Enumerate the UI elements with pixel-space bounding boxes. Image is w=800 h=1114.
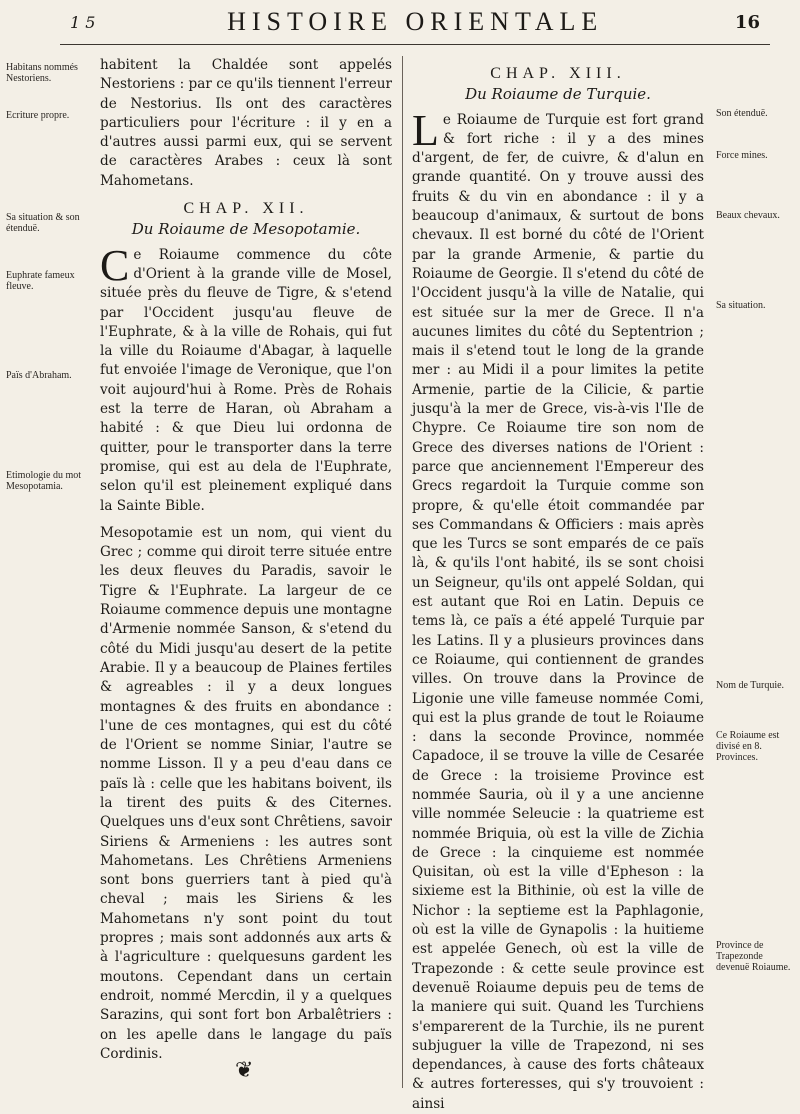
right-column (412, 56, 704, 1112)
chapter-label: CHAP. XII. (183, 200, 309, 218)
margin-note: Force mines. (716, 150, 768, 161)
running-header (70, 4, 760, 40)
ornament-icon: ❦ (235, 1058, 254, 1083)
running-title: HISTOIRE ORIENTALE (227, 7, 604, 36)
chapter-label: CHAP. XIII. (490, 65, 626, 82)
margin-note: Nom de Turquie. (716, 680, 785, 691)
chapter-title: Du Roiaume de Mesopotamie. (131, 220, 361, 239)
right-page-number: 16 (734, 11, 760, 33)
paragraph-text: e Roiaume de Turquie est fort grand & fort riche : il y a des mines d'argent, de fer, de cuivre, & d'alun en grande quantité. On y trouve aussi des fruits & du vin en abondance : il y a beaucoup d'animaux, & surtout de bons chevaux. Il est borné du côté de l'Orient par la grande Armenie, & partie du Roiaume de Georgie. Il s'etend du côté de l'Occident jusqu'à la ville de Natalie, qui est située sur la mer de Grece. Il n'a aucunes limites du côté du Septentrion ; mais il s'etend tout le long de la grande mer : au Midi il a pour limites la petite Armenie, partie de la Cilicie, & partie jusqu'à la mer de Grece, vis-à-vis l'Ile de Chypre. Ce Roiaume tire son nom de Grece des diverses nations de l'Orient : parce que anciennement l'Empereur des Grecs regardoit la Turquie comme son propre, & qu'elle étoit commandée par ses Commandans & Officiers : mais après que les Turcs se sont emparés de ce païs là, & qu'ils l'ont habité, ils se sont choisi un Seigneur, qu'ils ont appelé Soldan, qui est autant que Roi en Latin. Depuis ce tems là, ce païs a été appelé Turquie par les Latins. Il y a plusieurs provinces dans ce Roiaume, qui contiennent de grandes villes. On trouve dans la Province de Ligonie une ville fameuse nommée Comi, qui est la plus grande de tout le Roiaume : dans la seconde Province, nommée Capadoce, il se trouve la ville de Cesarée de Grece : la troisieme Province est nommée Sauria, où il y a une ancienne ville nommée Seleucie : la quatrieme est nommée Briquia, où est la ville de Zichia de Grece : la cinquieme est nommée Quisitan, où est la ville d'Epheson : la sixieme est la Bithinie, où est la ville de Nichor : la septieme est la Paphlagonie, où est la ville de Gynapolis : la huitieme est appelée Genech, où est la ville de Trapezonde : & cette seule province est devenuë Roiaume depuis peu de tems de la maniere qui suit. Quand les Turchiens s'emparerent de la Turchie, ils ne purent subjuguer la ville de Trapezond, ni ses dependances, à cause des forts châteaux & autres forteresses, qui s'y trouvoient : ainsi (412, 111, 704, 1112)
margin-note: Euphrate fameux fleuve. (6, 270, 75, 292)
margin-note: Ecriture propre. (6, 110, 70, 121)
chapter-paragraph: Mesopotamie est un nom, qui vient du Grec ; comme qui diroit terre située entre les deux fleuves du Paradis, savoir le Tigre & l'Euphrate. La largeur de ce Roiaume commence depuis une montagne d'Armenie nommée Sanson, & s'etend du côté du Midi jusqu'au desert de la petite Arabie. Il y a beaucoup de Plaines fertiles & agreables : il y a deux longues montagnes & des fruits en abondance : l'une de ces montagnes, qui est du côté de l'Orient se nomme Siniar, l'autre se nomme Lisson. Il y a peu d'eau dans ce païs là : celle que les habitans boivent, ils la tirent des puits & des Citernes. Quelques uns d'eux sont Chrêtiens, savoir Siriens & Armeniens : les autres sont Mahometans. Les Chrêtiens Armeniens sont bons guerriers tant à pied qu'à cheval ; mais les Siriens & les Mahometans n'y sont point du tout propres ; mais sont addonnés aux arts & à l'agriculture : quelquesuns gardent les moutons. Cependant dans un certain endroit, nommé Mercdin, il y a quelques Sarazins, qui sont fort bon Arbalêtriers : on les apelle dans le langage du païs Cordinis. (100, 524, 392, 1062)
margin-note: Beaux chevaux. (716, 210, 780, 221)
drop-cap: C (100, 240, 130, 290)
chapter-title: Du Roiaume de Turquie. (465, 85, 651, 104)
margin-note: Païs d'Abraham. (6, 370, 72, 381)
intro-paragraph: habitent la Chaldée sont appelés Nestoriens : par ce qu'ils tiennent l'erreur de Nestorius. Ils ont des caractères particuliers pour l'écriture : il y en a d'autres aussi parmi eux, qui se servent de caractères Arabes : ceux là sont Mahometans. (100, 57, 392, 189)
margin-note: Etimologie du mot Mesopotamia. (6, 470, 81, 492)
paragraph-text: e Roiaume commence du côte d'Orient à la grande ville de Mosel, située près du fleuve de Tigre, & s'etend par l'Occident jusqu'au fleuve de l'Euphrate, & à la ville de Rohais, qui fut la ville du Roiaume d'Abagar, à laquelle fut envoiée l'image de Veronique, que l'on voit aujourd'hui à Rome. Près de Rohais est la terre de Haran, où Abraham a habité : & que Dieu lui ordonna de quitter, pour le transporter dans la terre promise, qui est au dela de l'Euphrate, selon qu'il est pleinement expliqué dans la Sainte Bible. (100, 246, 392, 514)
margin-note: Son étenduë. (716, 108, 768, 119)
chapter-paragraph (412, 105, 704, 1114)
chapter-paragraph (100, 240, 392, 516)
margin-note: Habitans nommés Nestoriens. (6, 62, 78, 84)
margin-note: Province de Trapezonde devenuë Roiaume. (716, 940, 791, 973)
drop-cap: L (412, 105, 439, 155)
left-page-number: 1 5 (70, 12, 96, 32)
column-divider (402, 56, 403, 1088)
margin-note: Sa situation & son étenduë. (6, 212, 80, 234)
margin-note: Sa situation. (716, 300, 766, 311)
left-column (100, 56, 392, 1088)
header-rule (60, 44, 770, 45)
margin-note: Ce Roiaume est divisé en 8. Provinces. (716, 730, 780, 763)
